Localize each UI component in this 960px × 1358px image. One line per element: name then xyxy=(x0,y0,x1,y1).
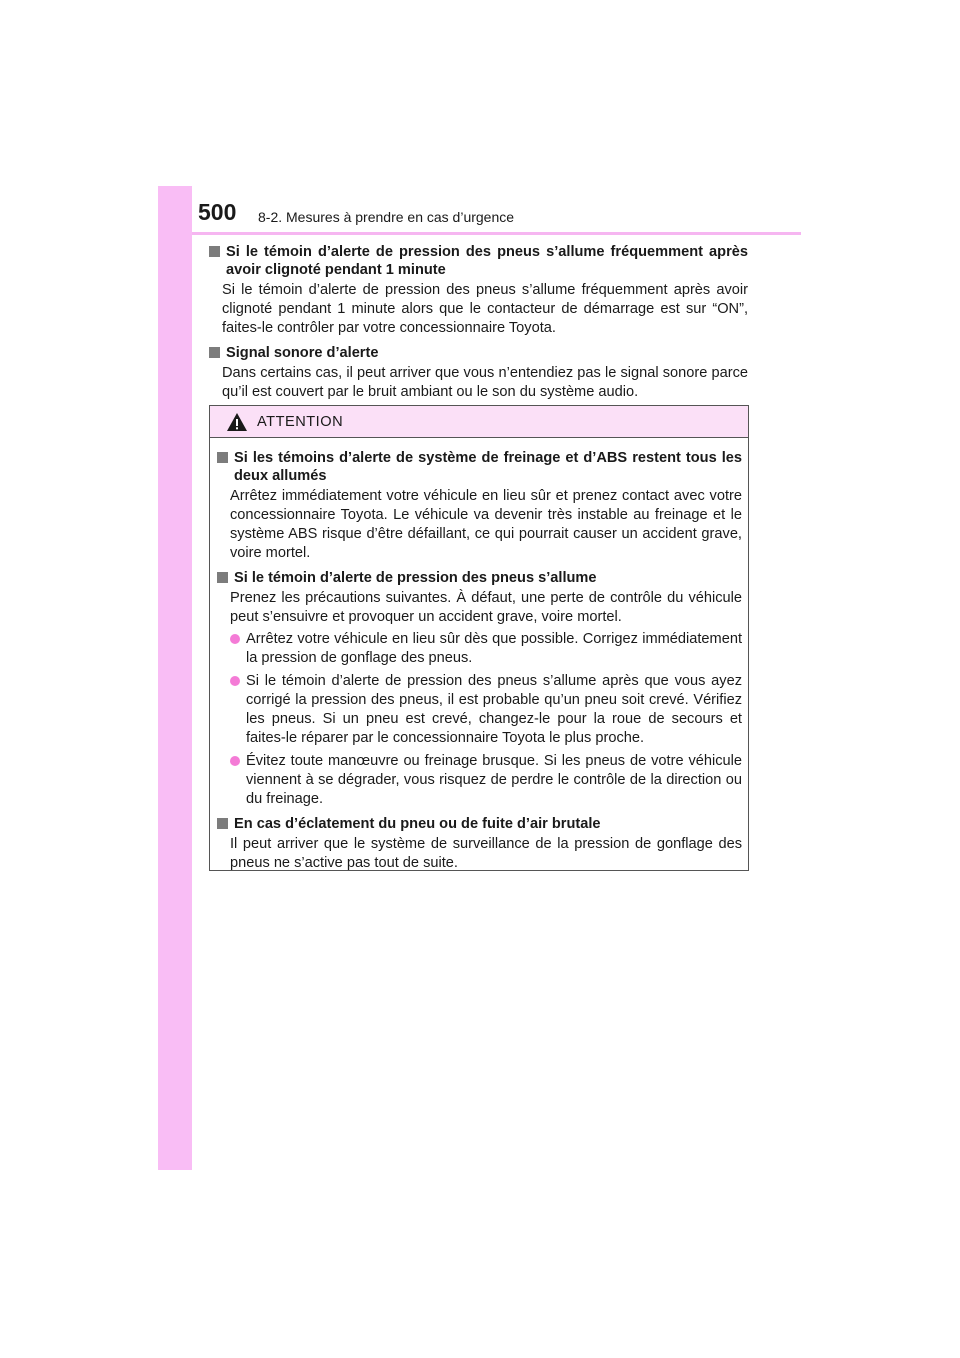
page-number: 500 xyxy=(198,199,237,225)
warning-item xyxy=(216,569,742,809)
list-item: Arrêtez votre véhicule en lieu sûr dès que possible. Corrigez immédiatement la pression de gonflage des pneus. xyxy=(230,630,742,668)
warning-label: ATTENTION xyxy=(257,413,344,430)
round-bullet-icon xyxy=(230,634,240,644)
header-rule xyxy=(192,232,801,235)
side-color-band xyxy=(158,186,192,1170)
warning-item-body: Prenez les précautions suivantes. À défaut, une perte de contrôle du véhicule peut s’ensuivre et provoquer un accident grave, voire mortel. xyxy=(230,590,742,625)
warning-body xyxy=(210,438,748,873)
warning-item-heading: En cas d’éclatement du pneu ou de fuite d’air brutale xyxy=(216,815,742,833)
main-content xyxy=(208,243,748,408)
section-heading: Signal sonore d’alerte xyxy=(208,344,748,362)
warning-box xyxy=(209,405,749,871)
section-body: Dans certains cas, il peut arriver que vous n’entendiez pas le signal sonore parce qu’il est couvert par le bruit ambiant ou le son du système audio. xyxy=(222,365,748,400)
round-bullet-icon xyxy=(230,756,240,766)
section-block xyxy=(208,243,748,338)
square-bullet-icon xyxy=(217,452,228,463)
square-bullet-icon xyxy=(209,246,220,257)
warning-item-body: Il peut arriver que le système de surveillance de la pression de gonflage des pneus ne s’active pas tout de suite. xyxy=(230,836,742,871)
warning-item-heading: Si le témoin d’alerte de pression des pneus s’allume xyxy=(216,569,742,587)
list-item: Si le témoin d’alerte de pression des pneus s’allume après que vous ayez corrigé la pression des pneus, il est probable qu’un pneu soit crevé. Vérifiez les pneus. Si un pneu est crevé, changez-le pour la roue de secours et faites-le réparer par le concessionnaire Toyota le plus proche. xyxy=(230,672,742,748)
section-title: 8-2. Mesures à prendre en cas d’urgence xyxy=(258,209,515,225)
section-body: Si le témoin d’alerte de pression des pneus s’allume fréquemment après avoir clignoté pendant 1 minute alors que le contacteur de démarrage est sur “ON”, faites-le contrôler par votre concessionnaire Toyota. xyxy=(222,282,748,336)
square-bullet-icon xyxy=(209,347,220,358)
warning-item xyxy=(216,815,742,873)
section-block xyxy=(208,344,748,402)
warning-item-body: Arrêtez immédiatement votre véhicule en lieu sûr et prenez contact avec votre concessionnaire Toyota. Le véhicule va devenir très instable au freinage et le système ABS risque d’être défaillant, ce qui pourrait causer un accident grave, voire mortel. xyxy=(230,488,742,561)
warning-triangle-icon xyxy=(226,412,248,432)
warning-item-heading: Si les témoins d’alerte de système de freinage et d’ABS restent tous les deux allumés xyxy=(216,449,742,485)
list-item: Évitez toute manœuvre ou freinage brusque. Si les pneus de votre véhicule viennent à se dégrader, vous risquez de perdre le contrôle de la direction ou du freinage. xyxy=(230,752,742,809)
section-heading: Si le témoin d’alerte de pression des pneus s’allume fréquemment après avoir clignoté pendant 1 minute xyxy=(208,243,748,279)
round-bullet-icon xyxy=(230,676,240,686)
warning-header xyxy=(210,406,748,438)
square-bullet-icon xyxy=(217,572,228,583)
warning-item xyxy=(216,449,742,563)
square-bullet-icon xyxy=(217,818,228,829)
